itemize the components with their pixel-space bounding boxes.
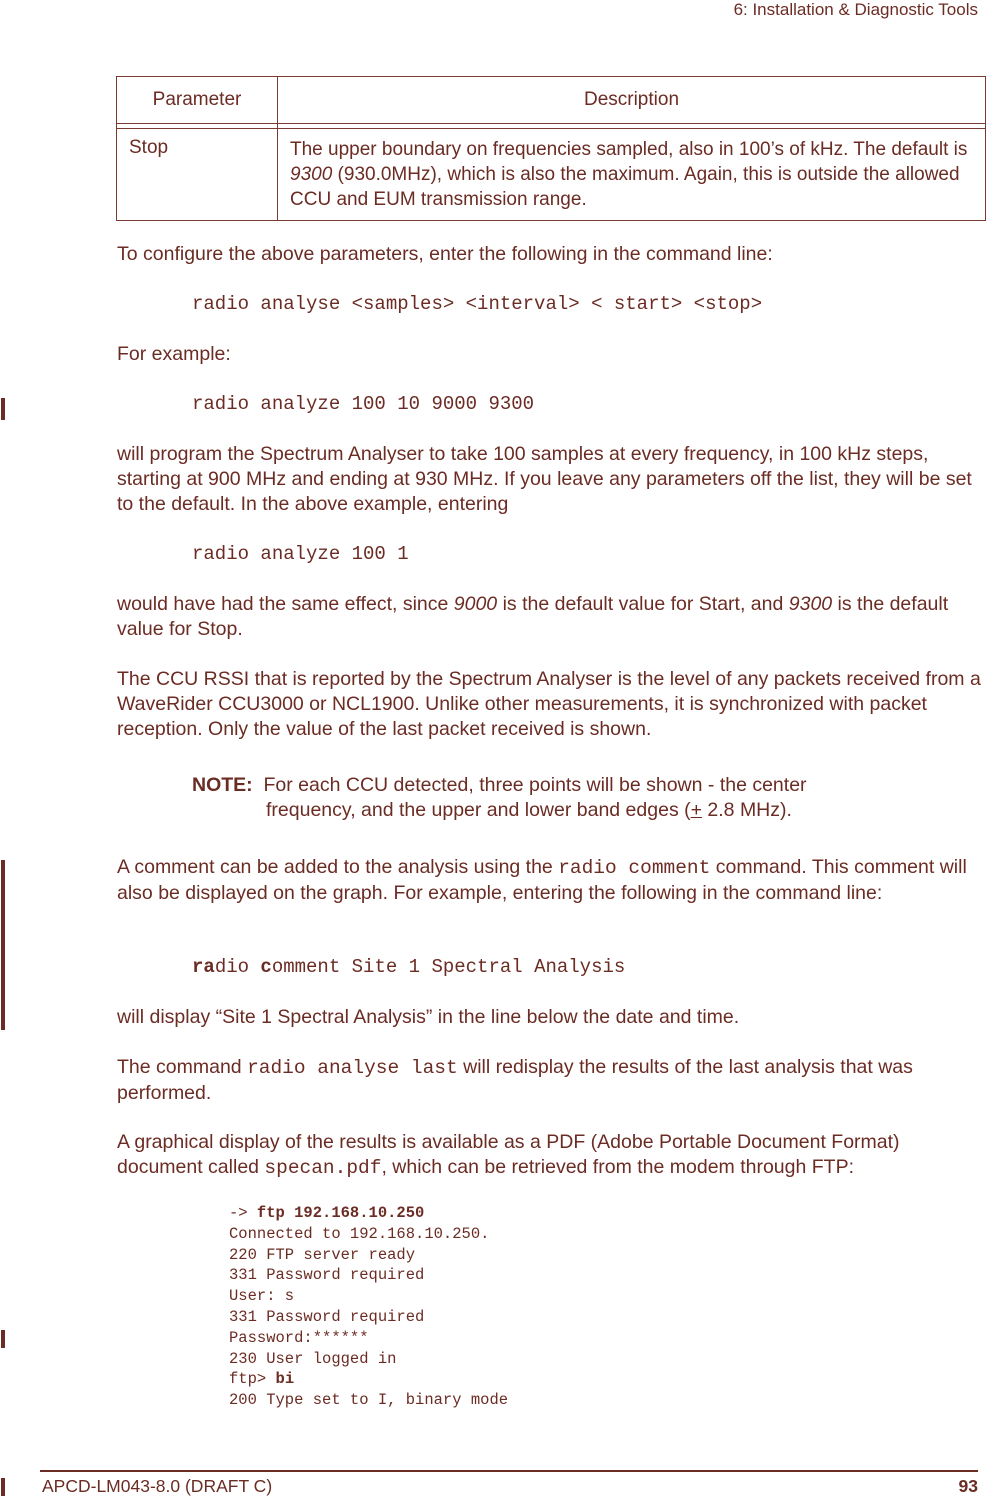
terminal-line: 331 Password required (229, 1266, 425, 1285)
ftp-session-transcript (229, 1203, 508, 1411)
paragraph-example: For example: (117, 343, 231, 365)
change-bar (1, 860, 5, 1030)
change-bar (1, 398, 5, 420)
terminal-line: 331 Password required (229, 1307, 425, 1326)
parameter-table (116, 76, 986, 221)
terminal-line: 230 User logged in (229, 1349, 397, 1368)
page-number: 93 (958, 1476, 978, 1496)
column-header-parameter: Parameter (117, 77, 278, 124)
paragraph-display: will display “Site 1 Spectral Analysis” in the line below the date and time. (117, 1006, 740, 1028)
desc-cell: The upper boundary on frequencies sampled, also in 100’s of kHz. The default is 9300 (930.0MHz), which is also the maximum. Again, this is outside the allowed CCU and EUM transmission range. (278, 129, 986, 221)
footer-doc-id: APCD-LM043-8.0 (DRAFT C) (42, 1476, 273, 1496)
change-bar (1, 1478, 5, 1496)
paragraph-pdf: A graphical display of the results is available as a PDF (Adobe Portable Document Format) document called specan.pdf, which can be retrieved from the modem through FTP: (117, 1131, 900, 1179)
running-header: 6: Installation & Diagnostic Tools (733, 0, 978, 19)
terminal-line: User: s (229, 1287, 295, 1306)
terminal-line: 220 FTP server ready (229, 1245, 416, 1264)
terminal-line: -> ftp 192.168.10.250 (229, 1204, 425, 1222)
note-label: NOTE: (192, 774, 253, 796)
code-example: radio analyze 100 10 9000 9300 (192, 393, 535, 415)
change-bar (1, 1330, 5, 1348)
code-short: radio analyze 100 1 (192, 543, 409, 565)
paragraph-defaults: would have had the same effect, since 9000 is the default value for Start, and 9300 is the default value for Stop. (117, 593, 949, 640)
param-cell: Stop (117, 129, 278, 221)
paragraph-comment: A comment can be added to the analysis using the radio comment command. This comment will also be displayed on the graph. For example, entering the following in the command line: (117, 856, 967, 904)
paragraph-configure: To configure the above parameters, enter the following in the command line: (117, 243, 773, 265)
code-syntax: radio analyse <samples> <interval> < start> <stop> (192, 293, 763, 315)
table-row (117, 129, 986, 221)
code-comment: radio comment Site 1 Spectral Analysis (192, 956, 626, 978)
terminal-line: Connected to 192.168.10.250. (229, 1224, 490, 1243)
column-header-description: Description (278, 77, 986, 124)
terminal-line: Password:****** (229, 1328, 369, 1347)
paragraph-rssi: The CCU RSSI that is reported by the Spectrum Analyser is the level of any packets received from a WaveRider CCU3000 or NCL1900. Unlike other measurements, it is synchronized with packet reception. Only the value of the last packet received is shown. (117, 668, 981, 740)
paragraph-program: will program the Spectrum Analyser to take 100 samples at every frequency, in 100 kHz steps, starting at 900 MHz and ending at 930 MHz. If you leave any parameters off the list, they will be set to the default. In the above example, entering (117, 443, 972, 515)
note-box: NOTE: For each CCU detected, three points will be shown - the center frequency, and the upper and lower band edges (+ 2.8 MHz). (192, 774, 807, 821)
paragraph-last: The command radio analyse last will redisplay the results of the last analysis that was performed. (117, 1056, 913, 1104)
terminal-line: 200 Type set to I, binary mode (229, 1391, 509, 1410)
terminal-line: ftp> bi (229, 1370, 295, 1389)
footer-rule (40, 1470, 978, 1472)
table-header-row (117, 77, 986, 124)
